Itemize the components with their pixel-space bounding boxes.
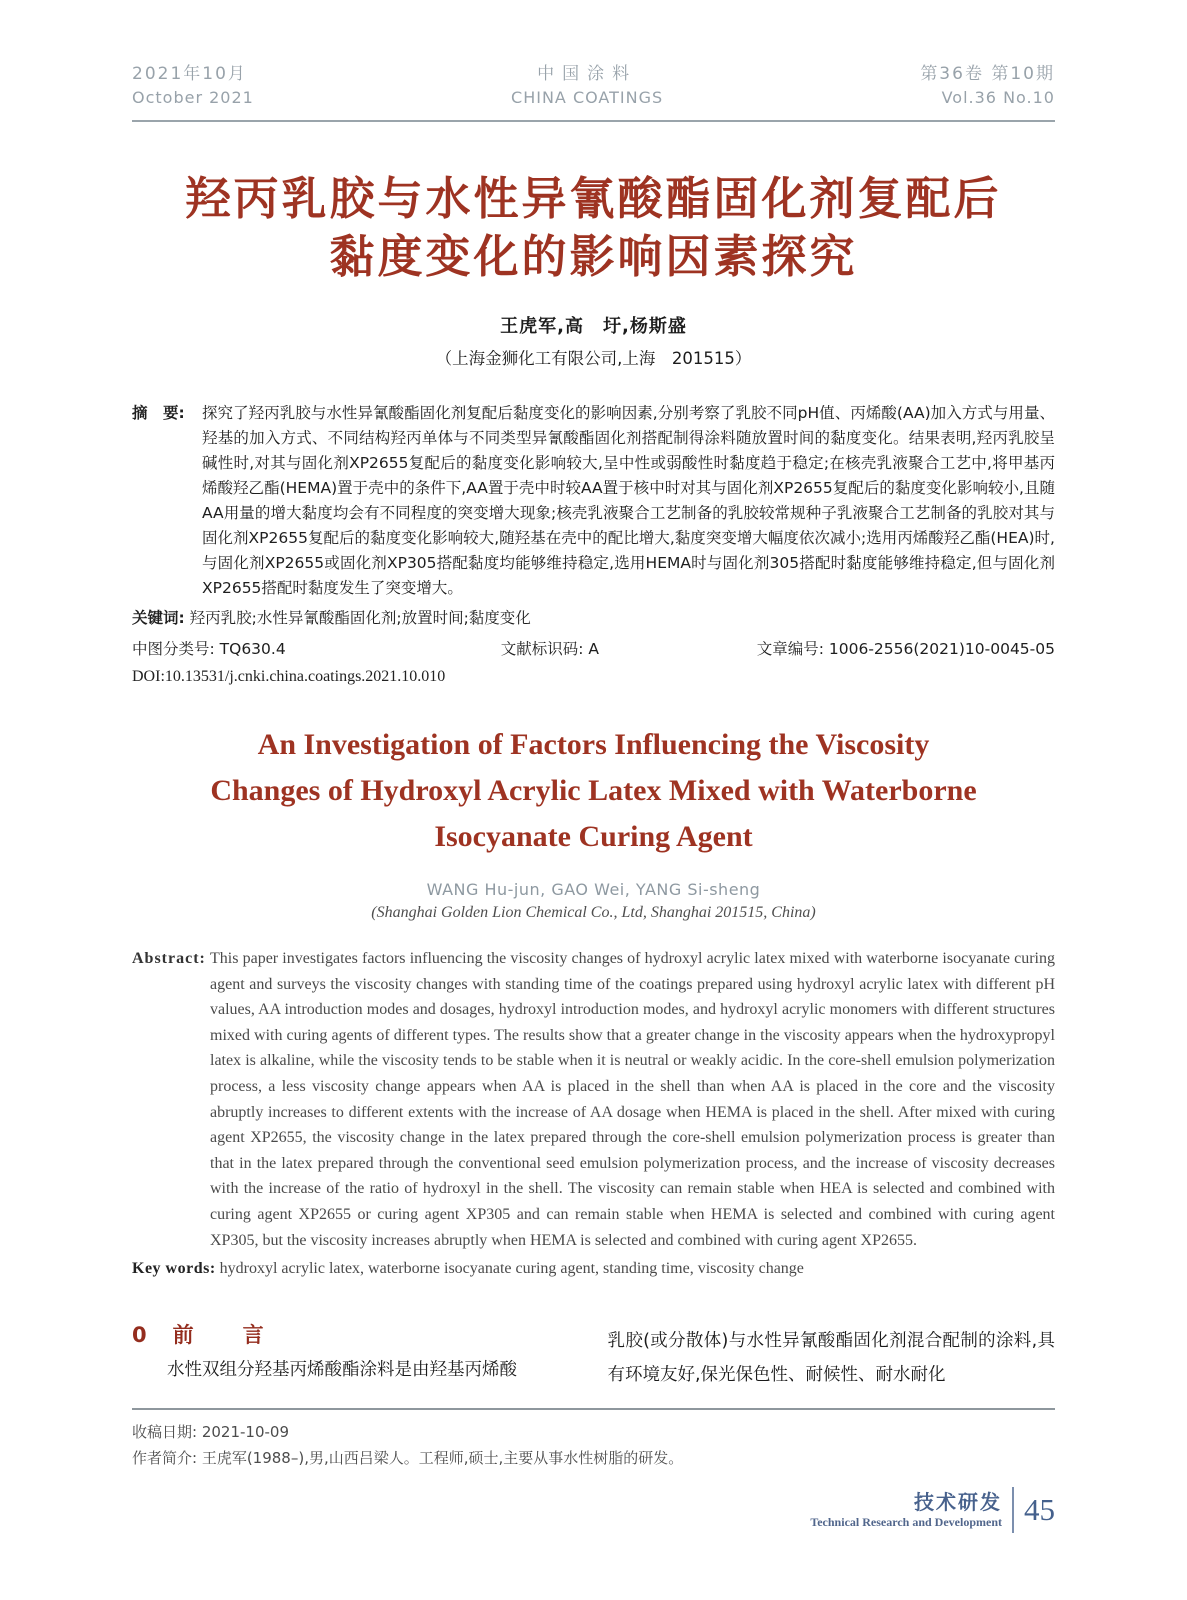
authors-cn: 王虎军,高 圩,杨斯盛 xyxy=(500,316,687,337)
keywords-en-text: hydroxyl acrylic latex, waterborne isocyanate curing agent, standing time, viscosity change xyxy=(219,1260,804,1278)
received-date: 收稿日期: 2021-10-09 xyxy=(132,1423,289,1442)
header-date-en: October 2021 xyxy=(132,88,254,107)
abstract-cn-text: 探究了羟丙乳胶与水性异氰酸酯固化剂复配后黏度变化的影响因素,分别考察了乳胶不同pH值、丙烯酸(AA)加入方式与用量、羟基的加入方式、不同结构羟丙单体与不同类型异氰酸酯固化剂搭配制得涂料随放置时间的黏度变化。结果表明,羟丙乳胶呈碱性时,对其与固化剂XP2655复配后的黏度变化影响较大,呈中性或弱酸性时黏度趋于稳定;在核壳乳液聚合工艺中,将甲基丙烯酸羟乙酯(HEMA)置于壳中的条件下,AA置于壳中时较AA置于核中时对其与固化剂XP2655复配后的黏度变化影响较小,且随AA用量的增大黏度均会有不同程度的突变增大现象;核壳乳液聚合工艺制备的乳胶较常规种子乳液聚合工艺制备的乳胶对其与固化剂XP2655复配后的黏度变化影响较大,随羟基在壳中的配比增大,黏度突变增大幅度依次减小;选用丙烯酸羟乙酯(HEA)时,与固化剂XP2655或固化剂XP305搭配黏度均能够维持稳定,选用HEMA时与固化剂305搭配时黏度能够维持稳定,但与固化剂XP2655搭配时黏度发生了突变增大。 xyxy=(202,404,1055,597)
article-title-cn-line2: 黏度变化的影响因素探究 xyxy=(329,230,858,283)
introduction-section xyxy=(132,1320,1055,1392)
document-code: 文献标识码: A xyxy=(500,640,599,658)
article-title-en-line3: Isocyanate Curing Agent xyxy=(434,820,753,853)
footer-column-cn: 技术研发 xyxy=(914,1490,1002,1514)
article-title-cn xyxy=(132,170,1055,286)
abstract-cn-label: 摘 要: xyxy=(132,404,185,422)
authors-en: WANG Hu-jun, GAO Wei, YANG Si-sheng xyxy=(426,880,761,899)
journal-name-en: CHINA COATINGS xyxy=(511,88,664,107)
section-number: 0 xyxy=(132,1323,147,1348)
footnotes xyxy=(132,1410,1055,1471)
journal-header xyxy=(132,62,1055,122)
article-title-en-line1: An Investigation of Factors Influencing the Viscosity xyxy=(257,728,930,761)
keywords-cn-label: 关键词: xyxy=(132,609,185,627)
keywords-en xyxy=(132,1260,1055,1278)
header-date-cn: 2021年10月 xyxy=(132,64,247,84)
author-bio: 作者简介: 王虎军(1988–),男,山西吕梁人。工程师,硕士,主要从事水性树脂的研发。 xyxy=(132,1449,684,1468)
doi: DOI:10.13531/j.cnki.china.coatings.2021.10.010 xyxy=(132,668,446,685)
header-volume-issue xyxy=(920,62,1055,110)
volume-issue-cn: 第36卷 第10期 xyxy=(920,64,1055,84)
intro-paragraph-right: 乳胶(或分散体)与水性异氰酸酯固化剂混合配制的涂料,具有环境友好,保光保色性、耐候性、耐水耐化 xyxy=(607,1331,1055,1386)
affiliation-cn: （上海金狮化工有限公司,上海 201515） xyxy=(435,349,752,368)
intro-right-column xyxy=(608,1320,1056,1392)
section-title: 前 言 xyxy=(172,1323,278,1348)
footer-divider-bar xyxy=(1012,1487,1014,1533)
journal-name-cn: 中国涂料 xyxy=(537,64,638,84)
abstract-en-text: This paper investigates factors influencing the viscosity changes of hydroxyl acrylic latex mixed with waterborne isocyanate curing agent and surveys the viscosity changes with standing time of the coatings prepared using hydroxyl acrylic latex with different pH values, AA introduction modes and dosages, hydroxyl introduction modes, and hydroxyl acrylic monomers with different structures mixed with curing agents of different types. The results show that a greater change in the viscosity appears when the hydroxypropyl latex is alkaline, while the viscosity tends to be stable when it is neutral or weakly acidic. In the core-shell emulsion polymerization process, a less viscosity change appears when AA is placed in the shell than when AA is placed in the core and the viscosity abruptly increases to different extents with the increase of AA dosage when HEMA is placed in the shell. After mixed with curing agent XP2655, the viscosity change in the latex prepared through the core-shell emulsion polymerization process is greater than that in the latex prepared through the conventional seed emulsion polymerization process, and the increase of viscosity decreases with the increase of the ratio of hydroxyl in the shell. The viscosity can remain stable when HEA is selected and combined with curing agent XP2655 or curing agent XP305 and can remain stable when HEMA is selected and combined with curing agent XP305, but the viscosity increases abruptly when HEMA is selected and combined with curing agent XP2655. xyxy=(210,950,1055,1249)
keywords-cn xyxy=(132,606,1055,628)
keywords-cn-text: 羟丙乳胶;水性异氰酸酯固化剂;放置时间;黏度变化 xyxy=(189,609,531,627)
keywords-en-label: Key words: xyxy=(132,1260,216,1278)
article-number: 文章编号: 1006-2556(2021)10-0045-05 xyxy=(756,640,1055,658)
article-meta-row xyxy=(132,637,1055,659)
footer-column-label xyxy=(810,1490,1002,1530)
section-heading xyxy=(132,1320,580,1350)
intro-left-column xyxy=(132,1320,580,1392)
volume-issue-en: Vol.36 No.10 xyxy=(941,88,1055,107)
abstract-en-label: Abstract: xyxy=(132,950,206,967)
header-issue-date xyxy=(132,62,254,110)
header-journal-name xyxy=(511,62,663,110)
article-title-en-line2: Changes of Hydroxyl Acrylic Latex Mixed with Waterborne xyxy=(210,774,977,807)
affiliation-en: (Shanghai Golden Lion Chemical Co., Ltd, Shanghai 201515, China) xyxy=(371,904,816,921)
intro-paragraph-left: 水性双组分羟基丙烯酸酯涂料是由羟基丙烯酸 xyxy=(167,1360,517,1381)
page-footer xyxy=(810,1487,1055,1533)
abstract-cn xyxy=(132,401,1055,601)
abstract-en xyxy=(132,946,1055,1253)
article-title-cn-line1: 羟丙乳胶与水性异氰酸酯固化剂复配后 xyxy=(185,172,1002,225)
clc-number: 中图分类号: TQ630.4 xyxy=(132,640,286,658)
article-title-en xyxy=(132,722,1055,860)
footer-column-en: Technical Research and Development xyxy=(810,1515,1002,1529)
page-number: 45 xyxy=(1024,1492,1055,1527)
